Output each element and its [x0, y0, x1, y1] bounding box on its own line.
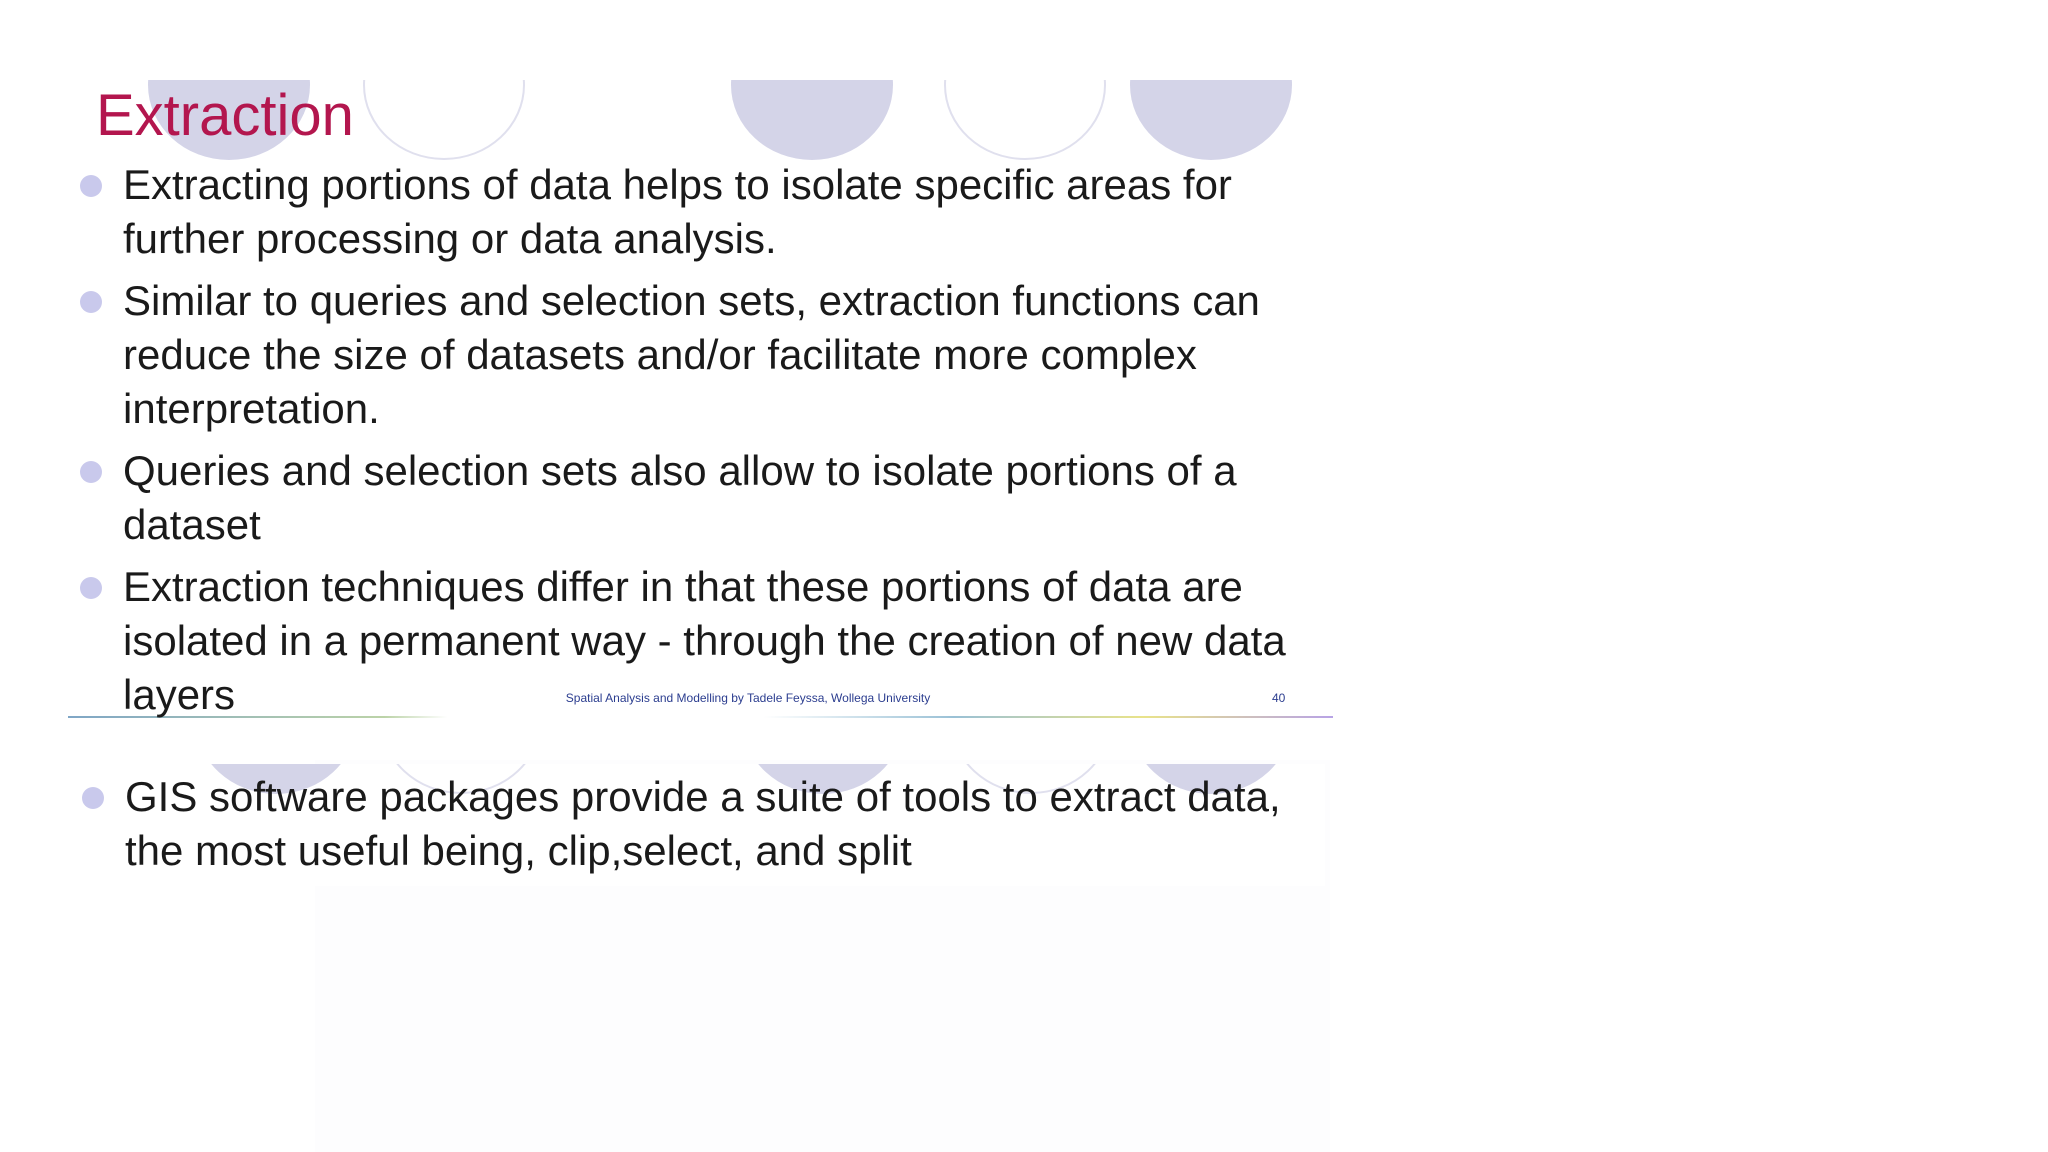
bullet-list — [80, 770, 1325, 886]
decor-circle-filled — [1130, 80, 1292, 160]
bullet-text: GIS software packages provide a suite of tools to extract data, the most useful being, clip,select, and split — [125, 773, 1281, 874]
bullet-dot-icon — [80, 461, 102, 483]
bullet-dot-icon — [80, 291, 102, 313]
bullet-text: Queries and selection sets also allow to isolate portions of a dataset — [123, 447, 1237, 548]
bullet-item — [78, 274, 1328, 436]
decor-circle-outline — [944, 80, 1106, 160]
bullet-dot-icon — [80, 577, 102, 599]
bullet-item — [80, 770, 1325, 878]
slide-footer: Spatial Analysis and Modelling by Tadele Feyssa, Wollega University — [565, 691, 931, 705]
bullet-text: Similar to queries and selection sets, extraction functions can reduce the size of datasets and/or facilitate more complex interpretation. — [123, 277, 1260, 432]
page-number: 40 — [1272, 691, 1286, 705]
bullet-item — [78, 158, 1328, 266]
bullet-dot-icon — [82, 787, 104, 809]
bullet-dot-icon — [80, 175, 102, 197]
bullet-text: Extracting portions of data helps to isolate specific areas for further processing or data analysis. — [123, 161, 1232, 262]
decor-circle-filled — [731, 80, 893, 160]
bullet-list — [78, 158, 1328, 720]
slide-title: Extraction — [96, 83, 354, 148]
slide-continuation — [70, 764, 1325, 886]
bullet-item — [78, 444, 1328, 552]
slide-extraction — [68, 80, 1333, 720]
bullet-text: Extraction techniques differ in that these portions of data are isolated in a permanent way - through the creation of new data layers — [123, 563, 1286, 718]
decor-circle-outline — [363, 80, 525, 160]
